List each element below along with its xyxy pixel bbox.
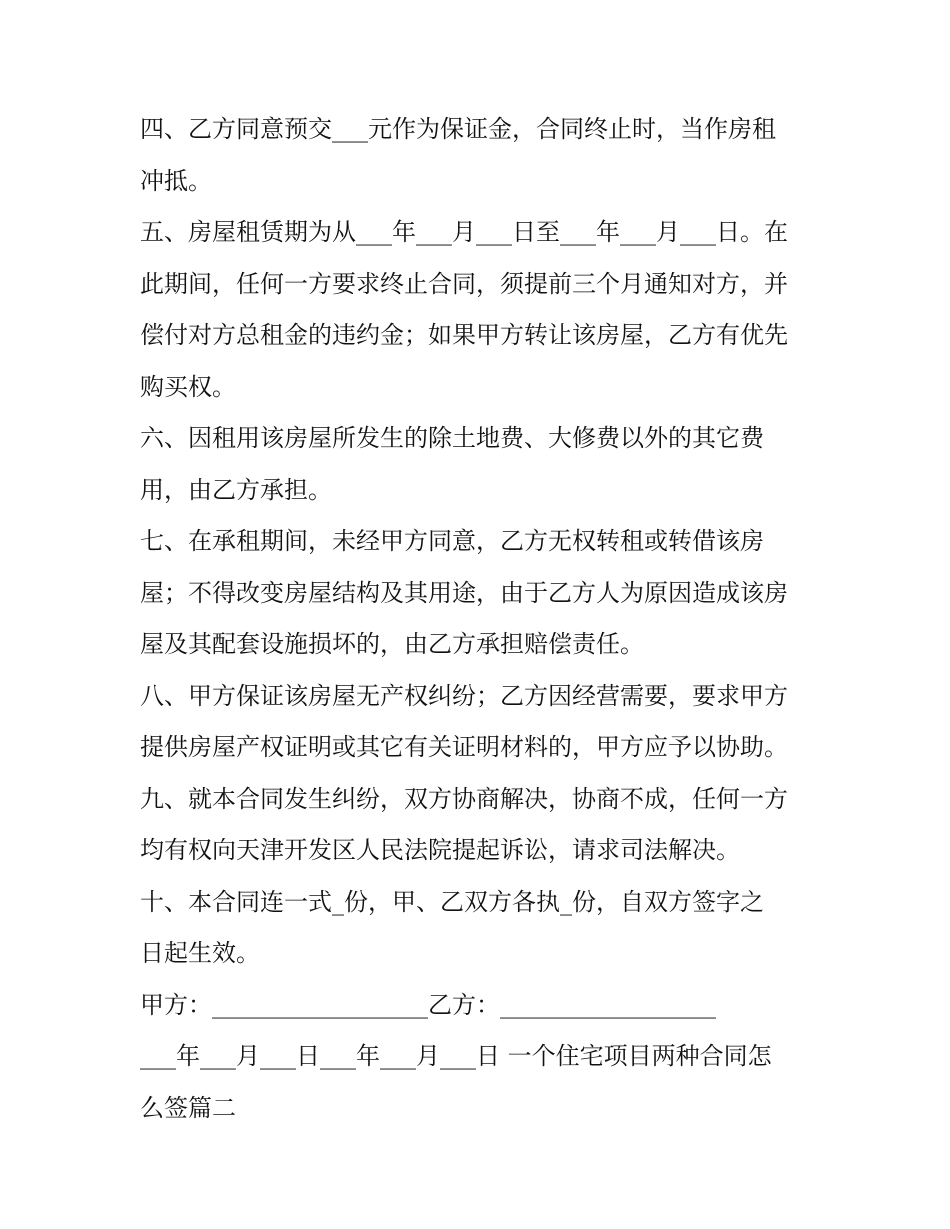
text-line: 么签篇二 xyxy=(140,1093,236,1122)
text-line: ___年___月___日___年___月___日 一个住宅项目两种合同怎 xyxy=(140,1042,772,1070)
clause-7 xyxy=(140,516,820,671)
clause-5 xyxy=(140,207,820,413)
clause-8 xyxy=(140,671,820,774)
text-line: 屋及其配套设施损坏的，由乙方承担赔偿责任。 xyxy=(140,630,644,658)
text-line: 购买权。 xyxy=(140,372,236,401)
text-line: 日起生效。 xyxy=(140,939,260,967)
clause-4 xyxy=(140,104,820,207)
text-line: 均有权向天津开发区人民法院提起诉讼，请求司法解决。 xyxy=(140,836,740,864)
text-line: 六、因租用该房屋所发生的除土地费、大修费以外的其它费 xyxy=(140,424,764,452)
text-line: 甲方：__________________乙方：__________________ xyxy=(140,990,716,1019)
text-line: 四、乙方同意预交___元作为保证金，合同终止时，当作房租 xyxy=(140,115,776,143)
clause-9 xyxy=(140,774,820,877)
text-line: 此期间，任何一方要求终止合同，须提前三个月通知对方，并 xyxy=(140,269,788,298)
text-line: 用，由乙方承担。 xyxy=(140,475,332,504)
signature-line xyxy=(140,980,820,1032)
document-body xyxy=(140,104,820,1134)
text-line: 偿付对方总租金的违约金；如果甲方转让该房屋，乙方有优先 xyxy=(140,321,788,349)
text-line: 九、就本合同发生纠纷，双方协商解决，协商不成，任何一方 xyxy=(140,784,788,813)
text-line: 冲抵。 xyxy=(140,166,212,195)
text-line: 七、在承租期间，未经甲方同意，乙方无权转租或转借该房 xyxy=(140,527,764,555)
text-line: 五、房屋租赁期为从___年___月___日至___年___月___日。在 xyxy=(140,218,788,246)
clause-6 xyxy=(140,413,820,516)
text-line: 十、本合同连一式_份，甲、乙双方各执_份，自双方签字之 xyxy=(140,887,764,916)
date-line-and-next-title xyxy=(140,1031,820,1134)
text-line: 提供房屋产权证明或其它有关证明材料的，甲方应予以协助。 xyxy=(140,733,788,761)
clause-10 xyxy=(140,877,820,980)
text-line: 八、甲方保证该房屋无产权纠纷；乙方因经营需要，要求甲方 xyxy=(140,681,788,710)
text-line: 屋；不得改变房屋结构及其用途，由于乙方人为原因造成该房 xyxy=(140,578,788,607)
